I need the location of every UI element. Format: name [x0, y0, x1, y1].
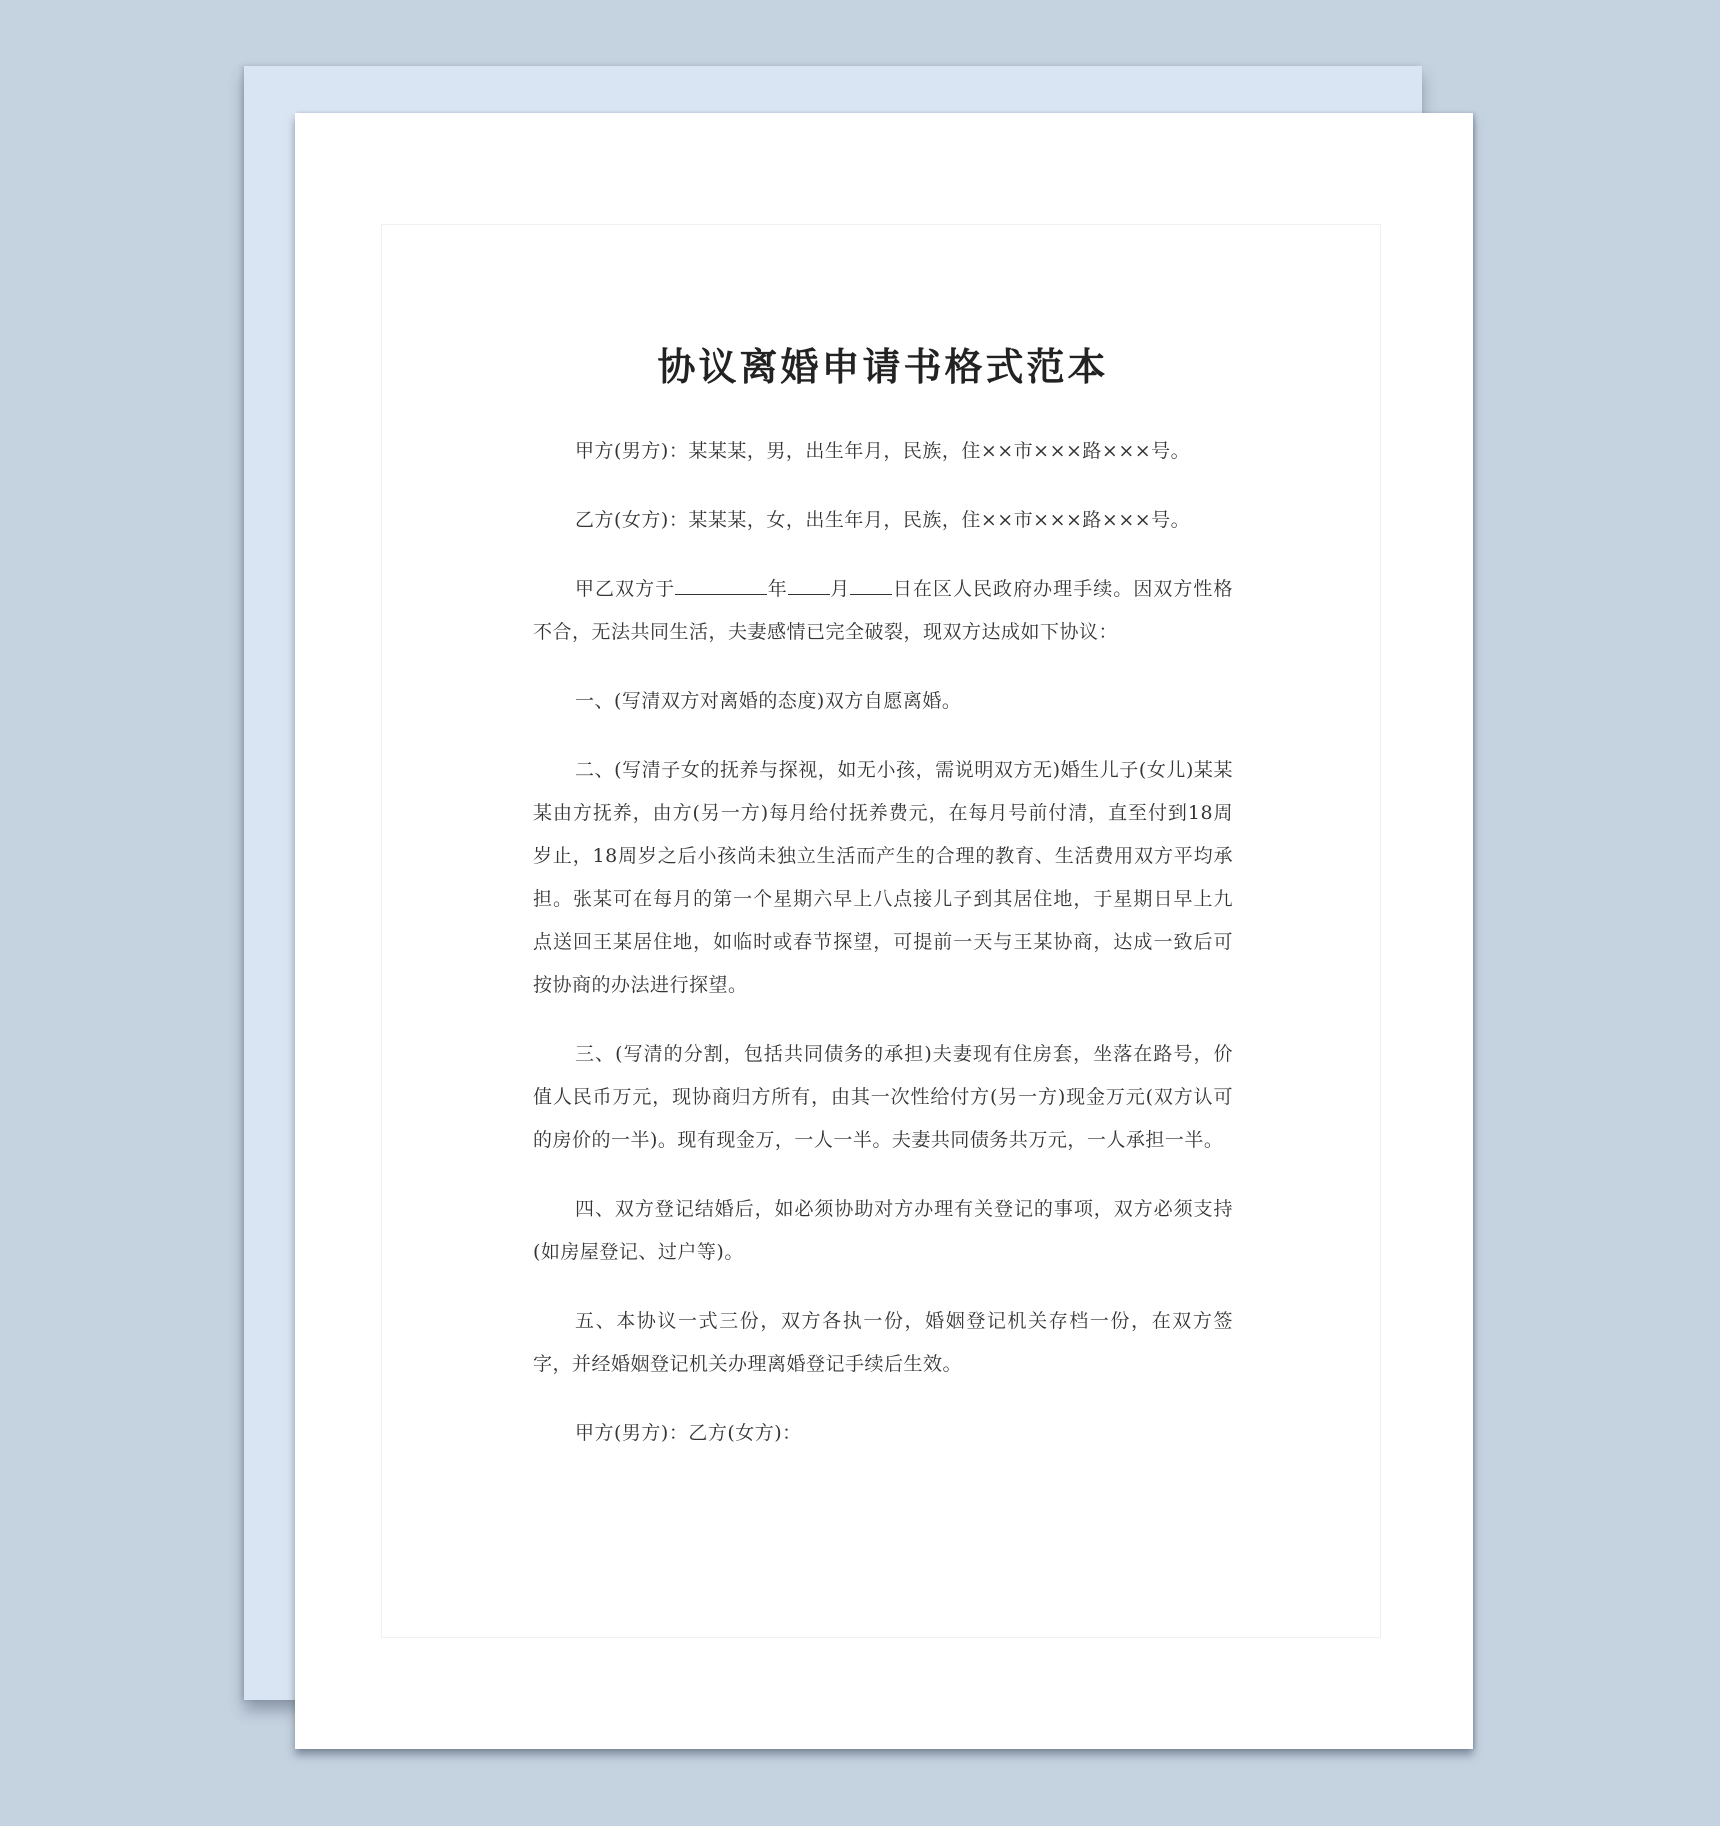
- clause-4: 四、双方登记结婚后，如必须协助对方办理有关登记的事项，双方必须支持(如房屋登记、过户等)。: [533, 1198, 1233, 1264]
- document-body: [533, 341, 1233, 1481]
- year-label: 年: [767, 578, 788, 601]
- day-blank: [850, 576, 892, 595]
- document-page: [295, 113, 1473, 1749]
- clause-5: 五、本协议一式三份，双方各执一份，婚姻登记机关存档一份，在双方签字，并经婚姻登记机关办理离婚登记手续后生效。: [533, 1310, 1233, 1376]
- party-b-info: 乙方(女方)：某某某，女，出生年月，民族，住××市×××路×××号。: [575, 509, 1191, 532]
- month-label: 月: [829, 578, 851, 601]
- intro-paragraph: [533, 568, 1233, 654]
- signature-line: 甲方(男方)：乙方(女方)：: [575, 1422, 802, 1445]
- year-blank: [675, 576, 767, 595]
- party-a-info: 甲方(男方)：某某某，男，出生年月，民族，住××市×××路×××号。: [575, 440, 1191, 463]
- clause-1: 一、(写清双方对离婚的态度)双方自愿离婚。: [575, 690, 962, 713]
- intro-prefix: 甲乙双方于: [575, 578, 676, 601]
- clause-2: 二、(写清子女的抚养与探视，如无小孩，需说明双方无)婚生儿子(女儿)某某某由方抚养，由方(另一方)每月给付抚养费元，在每月号前付清，直至付到18周岁止，18周岁之后小孩尚未独立生活而产生的合理的教育、生活费用双方平均承担。张某可在每月的第一个星期六早上八点接儿子到其居住地，于星期日早上九点送回王某居住地，如临时或春节探望，可提前一天与王某协商，达成一致后可按协商的办法进行探望。: [533, 759, 1233, 997]
- month-blank: [788, 576, 830, 595]
- clause-3: 三、(写清的分割，包括共同债务的承担)夫妻现有住房套，坐落在路号，价值人民币万元，现协商归方所有，由其一次性给付方(另一方)现金万元(双方认可的房价的一半)。现有现金万，一人一半。夫妻共同债务共万元，一人承担一半。: [533, 1043, 1233, 1152]
- document-title: 协议离婚申请书格式范本: [657, 345, 1109, 389]
- intro-suffix: 日在区人民政府办理手续。因双方性格不合，无法共同生活，夫妻感情已完全破裂，现双方达成如下协议：: [533, 578, 1233, 644]
